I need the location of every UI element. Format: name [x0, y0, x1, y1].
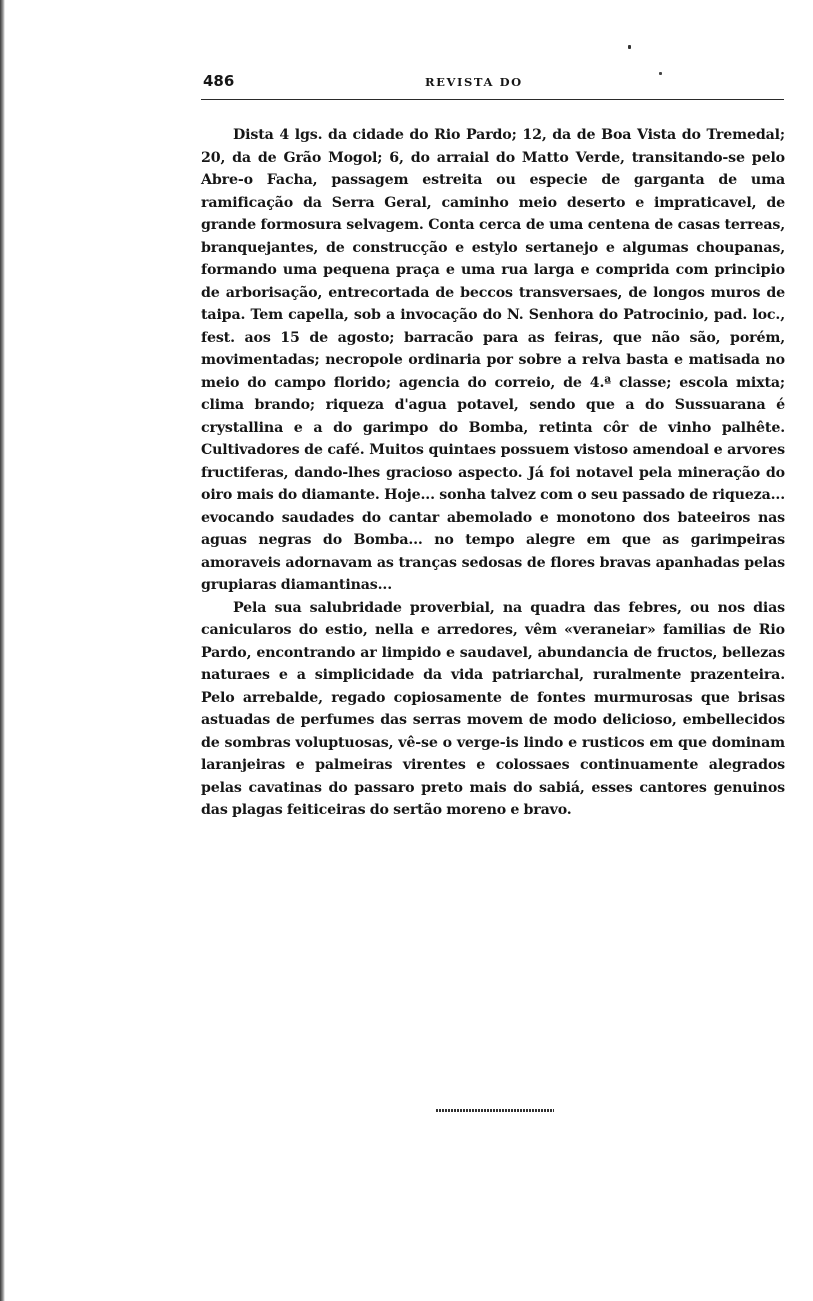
- page-binding-edge: [0, 0, 5, 1301]
- running-title: REVISTA DO: [425, 75, 523, 89]
- page-header: [203, 72, 783, 100]
- closing-ornament-rule: [436, 1109, 554, 1112]
- page-number: 486: [203, 72, 235, 90]
- body-text: [201, 124, 785, 822]
- paragraph: Dista 4 lgs. da cidade do Rio Pardo; 12, da de Boa Vista do Tremedal; 20, da de Grão Mogol; 6, do arraial do Matto Verde, transitando-se pelo Abre-o Facha, passagem estreita ou especie de garganta de uma ramificação da Serra Geral, caminho meio deserto e impraticavel, de grande formosura selvagem. Conta cerca de uma centena de casas terreas, branquejantes, de construcção e estylo sertanejo e algumas choupanas, formando uma pequena praça e uma rua larga e comprida com principio de arborisação, entrecortada de beccos transversaes, de longos muros de taipa. Tem capella, sob a invocação do N. Senhora do Patrocinio, pad. loc., fest. aos 15 de agosto; barracão para as feiras, que não são, porém, movimentadas; necropole ordinaria por sobre a relva basta e matisada no meio do campo florido; agencia do correio, de 4.ª classe; escola mixta; clima brando; riqueza d'agua potavel, sendo que a do Sussuarana é crystallina e a do garimpo do Bomba, retinta côr de vinho palhête. Cultivadores de café. Muitos quintaes possuem vistoso amendoal e arvores fructiferas, dando-lhes gracioso aspecto. Já foi notavel pela mineração do oiro mais do diamante. Hoje... sonha talvez com o seu passado de riqueza... evocando saudades do cantar abemolado e monotono dos bateeiros nas aguas negras do Bomba... no tempo alegre em que as garimpeiras amoraveis adornavam as tranças sedosas de flores bravas apanhadas pelas grupiaras diamantinas...: [201, 127, 785, 593]
- print-speck: [628, 45, 631, 49]
- paragraph: Pela sua salubridade proverbial, na quadra das febres, ou nos dias canicularos do estio, nella e arredores, vêm «veraneiar» familias de Rio Pardo, encontrando ar limpido e saudavel, abundancia de fructos, bellezas naturaes e a simplicidade da vida patriarchal, ruralmente prazenteira. Pelo arrebalde, regado copiosamente de fontes murmurosas que brisas astuadas de perfumes das serras movem de modo delicioso, embellecidos de sombras voluptuosas, vê-se o verge-is lindo e rusticos em que dominam laranjeiras e palmeiras virentes e colossaes continuamente alegrados pelas cavatinas do passaro preto mais do sabiá, esses cantores genuinos das plagas feiticeiras do sertão moreno e bravo.: [201, 599, 785, 818]
- header-rule: [201, 99, 784, 100]
